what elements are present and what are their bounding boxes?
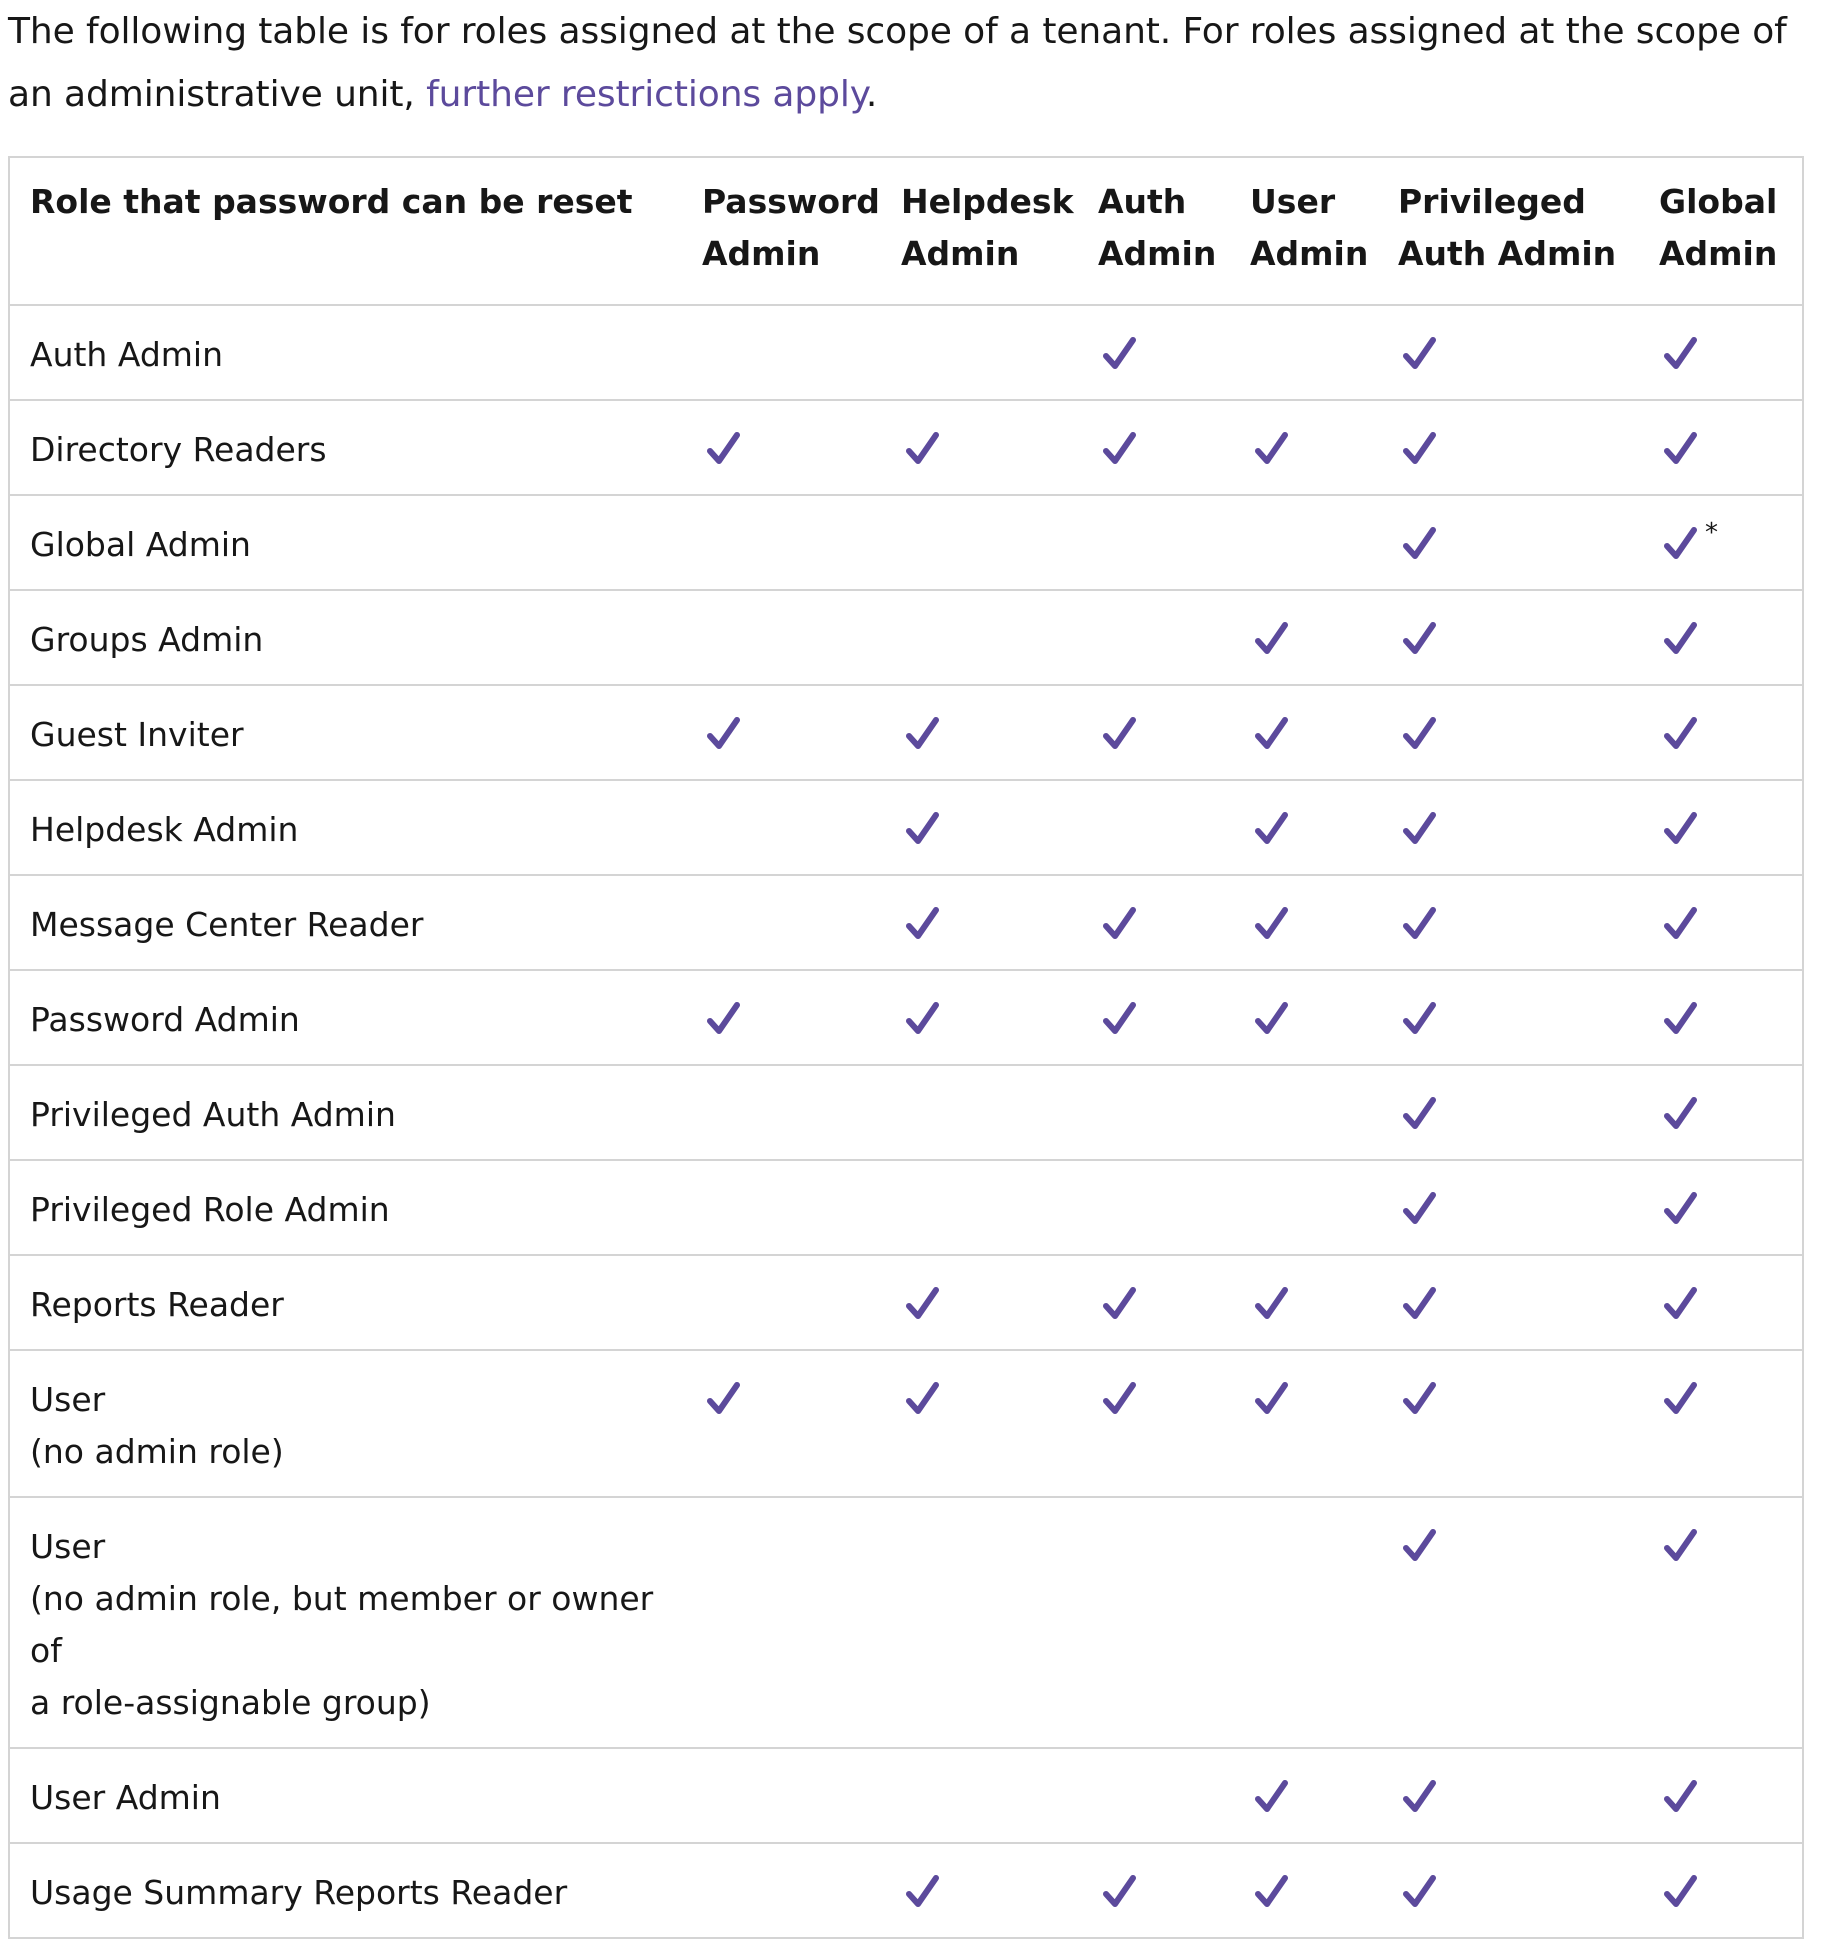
check-cell-privileged-auth-admin [1378, 590, 1639, 685]
check-cell-global-admin [1639, 1065, 1803, 1160]
checkmark-icon [706, 1381, 742, 1417]
checkmark-icon [1254, 906, 1290, 942]
check-cell-helpdesk-admin [881, 1065, 1078, 1160]
check-cell-global-admin [1639, 780, 1803, 875]
check-cell-helpdesk-admin [881, 305, 1078, 400]
column-header-privileged-auth-admin: Privileged Auth Admin [1378, 157, 1639, 305]
check-cell-auth-admin [1078, 970, 1230, 1065]
checkmark-icon [1402, 336, 1438, 372]
checkmark-icon [1402, 1528, 1438, 1564]
checkmark-icon [1663, 906, 1699, 942]
checkmark-icon [706, 1001, 742, 1037]
check-cell-auth-admin [1078, 780, 1230, 875]
check-cell-auth-admin [1078, 1160, 1230, 1255]
footnote-marker: * [1705, 518, 1718, 548]
checkmark-icon [1254, 1381, 1290, 1417]
role-name-cell: Groups Admin [9, 590, 682, 685]
checkmark-icon [905, 906, 941, 942]
check-cell-user-admin [1230, 1065, 1378, 1160]
check-cell-user-admin [1230, 305, 1378, 400]
check-cell-user-admin [1230, 1350, 1378, 1497]
checkmark-icon [1663, 1191, 1699, 1227]
checkmark-icon [706, 716, 742, 752]
check-cell-user-admin [1230, 1748, 1378, 1843]
check-cell-global-admin [1639, 970, 1803, 1065]
checkmark-icon [1102, 336, 1138, 372]
check-cell-password-admin [682, 970, 881, 1065]
check-cell-auth-admin [1078, 1843, 1230, 1938]
checkmark-icon [1663, 431, 1699, 467]
column-header-password-admin: Password Admin [682, 157, 881, 305]
checkmark-icon [1663, 1096, 1699, 1132]
checkmark-icon [905, 811, 941, 847]
check-cell-helpdesk-admin [881, 1497, 1078, 1748]
checkmark-icon [1254, 1001, 1290, 1037]
check-cell-user-admin [1230, 1843, 1378, 1938]
checkmark-icon [1102, 1286, 1138, 1322]
check-cell-privileged-auth-admin [1378, 1350, 1639, 1497]
table-header-row [9, 157, 1803, 305]
checkmark-icon [1254, 431, 1290, 467]
check-cell-global-admin [1639, 495, 1803, 590]
table-row [9, 1350, 1803, 1497]
check-cell-auth-admin [1078, 495, 1230, 590]
check-cell-helpdesk-admin [881, 1350, 1078, 1497]
table-row [9, 1065, 1803, 1160]
check-cell-helpdesk-admin [881, 875, 1078, 970]
checkmark-icon [1102, 906, 1138, 942]
check-cell-privileged-auth-admin [1378, 400, 1639, 495]
check-cell-privileged-auth-admin [1378, 1255, 1639, 1350]
check-cell-helpdesk-admin [881, 590, 1078, 685]
check-cell-helpdesk-admin [881, 1160, 1078, 1255]
checkmark-icon [1402, 906, 1438, 942]
check-cell-privileged-auth-admin [1378, 1497, 1639, 1748]
check-cell-global-admin [1639, 590, 1803, 685]
checkmark-icon [1663, 336, 1699, 372]
check-cell-password-admin [682, 1255, 881, 1350]
checkmark-icon [1663, 526, 1699, 562]
check-cell-auth-admin [1078, 875, 1230, 970]
check-cell-global-admin [1639, 1748, 1803, 1843]
check-cell-global-admin [1639, 1350, 1803, 1497]
intro-text: The following table is for roles assigned at the scope of a tenant. For roles assigned at the scope of an administrative unit, [8, 11, 1787, 115]
table-row [9, 400, 1803, 495]
role-name-cell: Privileged Auth Admin [9, 1065, 682, 1160]
check-cell-user-admin [1230, 1497, 1378, 1748]
table-row [9, 590, 1803, 685]
table-row [9, 305, 1803, 400]
table-body [9, 305, 1803, 1938]
check-cell-password-admin [682, 495, 881, 590]
checkmark-icon [1663, 1286, 1699, 1322]
checkmark-icon [1663, 621, 1699, 657]
table-row [9, 1843, 1803, 1938]
checkmark-icon [1663, 716, 1699, 752]
column-header-role: Role that password can be reset [9, 157, 682, 305]
checkmark-icon [1402, 1001, 1438, 1037]
check-cell-auth-admin [1078, 685, 1230, 780]
table-row [9, 495, 1803, 590]
check-cell-password-admin [682, 1497, 881, 1748]
role-name-cell: Guest Inviter [9, 685, 682, 780]
check-cell-global-admin [1639, 1497, 1803, 1748]
check-cell-user-admin [1230, 780, 1378, 875]
check-cell-auth-admin [1078, 305, 1230, 400]
checkmark-icon [1402, 621, 1438, 657]
role-name-cell: User (no admin role, but member or owner of a role-assignable group) [9, 1497, 682, 1748]
check-cell-privileged-auth-admin [1378, 970, 1639, 1065]
check-cell-password-admin [682, 1065, 881, 1160]
role-name-cell: Message Center Reader [9, 875, 682, 970]
further-restrictions-link[interactable]: further restrictions apply [426, 74, 866, 115]
check-cell-password-admin [682, 780, 881, 875]
role-name-cell: Helpdesk Admin [9, 780, 682, 875]
check-cell-helpdesk-admin [881, 1255, 1078, 1350]
check-cell-user-admin [1230, 495, 1378, 590]
check-cell-global-admin [1639, 400, 1803, 495]
check-cell-helpdesk-admin [881, 400, 1078, 495]
check-cell-helpdesk-admin [881, 1748, 1078, 1843]
checkmark-icon [1102, 1001, 1138, 1037]
check-cell-user-admin [1230, 970, 1378, 1065]
checkmark-icon [1402, 1191, 1438, 1227]
check-cell-auth-admin [1078, 590, 1230, 685]
check-cell-privileged-auth-admin [1378, 1160, 1639, 1255]
checkmark-icon [1663, 1874, 1699, 1910]
check-cell-password-admin [682, 685, 881, 780]
column-header-auth-admin: Auth Admin [1078, 157, 1230, 305]
checkmark-icon [1402, 1874, 1438, 1910]
check-cell-global-admin [1639, 305, 1803, 400]
check-cell-user-admin [1230, 685, 1378, 780]
table-row [9, 1497, 1803, 1748]
table-row [9, 780, 1803, 875]
checkmark-icon [706, 431, 742, 467]
check-cell-user-admin [1230, 1255, 1378, 1350]
check-cell-auth-admin [1078, 1255, 1230, 1350]
check-cell-password-admin [682, 400, 881, 495]
checkmark-icon [1102, 431, 1138, 467]
check-cell-helpdesk-admin [881, 780, 1078, 875]
checkmark-icon [1663, 1779, 1699, 1815]
check-cell-auth-admin [1078, 400, 1230, 495]
check-cell-user-admin [1230, 875, 1378, 970]
checkmark-icon [1402, 1779, 1438, 1815]
check-cell-helpdesk-admin [881, 1843, 1078, 1938]
role-name-cell: Auth Admin [9, 305, 682, 400]
check-cell-privileged-auth-admin [1378, 780, 1639, 875]
table-row [9, 1748, 1803, 1843]
checkmark-icon [905, 1286, 941, 1322]
check-cell-privileged-auth-admin [1378, 875, 1639, 970]
checkmark-icon [1102, 716, 1138, 752]
check-cell-password-admin [682, 875, 881, 970]
role-name-cell: Usage Summary Reports Reader [9, 1843, 682, 1938]
checkmark-icon [1254, 1874, 1290, 1910]
check-cell-global-admin [1639, 875, 1803, 970]
check-cell-global-admin [1639, 1843, 1803, 1938]
table-row [9, 875, 1803, 970]
checkmark-icon [1254, 716, 1290, 752]
check-cell-global-admin [1639, 1255, 1803, 1350]
checkmark-icon [1254, 1779, 1290, 1815]
checkmark-icon [1402, 716, 1438, 752]
checkmark-icon [1402, 431, 1438, 467]
check-cell-privileged-auth-admin [1378, 1065, 1639, 1160]
checkmark-icon [1254, 811, 1290, 847]
check-cell-user-admin [1230, 590, 1378, 685]
column-header-helpdesk-admin: Helpdesk Admin [881, 157, 1078, 305]
check-cell-helpdesk-admin [881, 970, 1078, 1065]
role-name-cell: Global Admin [9, 495, 682, 590]
check-cell-helpdesk-admin [881, 495, 1078, 590]
table-row [9, 970, 1803, 1065]
check-cell-password-admin [682, 590, 881, 685]
column-header-global-admin: Global Admin [1639, 157, 1803, 305]
checkmark-icon [905, 431, 941, 467]
table-row [9, 1160, 1803, 1255]
checkmark-icon [1102, 1874, 1138, 1910]
checkmark-icon [1254, 1286, 1290, 1322]
table-row [9, 685, 1803, 780]
check-cell-privileged-auth-admin [1378, 305, 1639, 400]
check-cell-auth-admin [1078, 1350, 1230, 1497]
checkmark-icon [1663, 1528, 1699, 1564]
check-cell-password-admin [682, 305, 881, 400]
checkmark-icon [1102, 1381, 1138, 1417]
check-cell-helpdesk-admin [881, 685, 1078, 780]
checkmark-icon [1663, 1001, 1699, 1037]
role-name-cell: Password Admin [9, 970, 682, 1065]
check-cell-privileged-auth-admin [1378, 495, 1639, 590]
check-cell-global-admin [1639, 685, 1803, 780]
intro-text-end: . [865, 74, 878, 115]
checkmark-icon [905, 1381, 941, 1417]
check-cell-password-admin [682, 1160, 881, 1255]
checkmark-icon [1402, 1286, 1438, 1322]
check-cell-privileged-auth-admin [1378, 1843, 1639, 1938]
check-cell-password-admin [682, 1748, 881, 1843]
roles-table [8, 156, 1804, 1939]
check-cell-password-admin [682, 1350, 881, 1497]
checkmark-icon [1402, 1096, 1438, 1132]
table-row [9, 1255, 1803, 1350]
checkmark-icon [1402, 1381, 1438, 1417]
checkmark-icon [1254, 621, 1290, 657]
check-cell-auth-admin [1078, 1497, 1230, 1748]
check-cell-privileged-auth-admin [1378, 685, 1639, 780]
checkmark-icon [1663, 811, 1699, 847]
check-cell-privileged-auth-admin [1378, 1748, 1639, 1843]
role-name-cell: User Admin [9, 1748, 682, 1843]
role-name-cell: Privileged Role Admin [9, 1160, 682, 1255]
role-name-cell: Reports Reader [9, 1255, 682, 1350]
column-header-user-admin: User Admin [1230, 157, 1378, 305]
role-name-cell: Directory Readers [9, 400, 682, 495]
check-cell-auth-admin [1078, 1748, 1230, 1843]
check-cell-global-admin [1639, 1160, 1803, 1255]
role-name-cell: User (no admin role) [9, 1350, 682, 1497]
checkmark-icon [905, 1874, 941, 1910]
check-cell-auth-admin [1078, 1065, 1230, 1160]
checkmark-icon [905, 1001, 941, 1037]
checkmark-icon [905, 716, 941, 752]
check-cell-password-admin [682, 1843, 881, 1938]
check-cell-user-admin [1230, 400, 1378, 495]
checkmark-icon [1402, 526, 1438, 562]
checkmark-icon [1402, 811, 1438, 847]
intro-paragraph [8, 0, 1808, 126]
check-cell-user-admin [1230, 1160, 1378, 1255]
checkmark-icon [1663, 1381, 1699, 1417]
